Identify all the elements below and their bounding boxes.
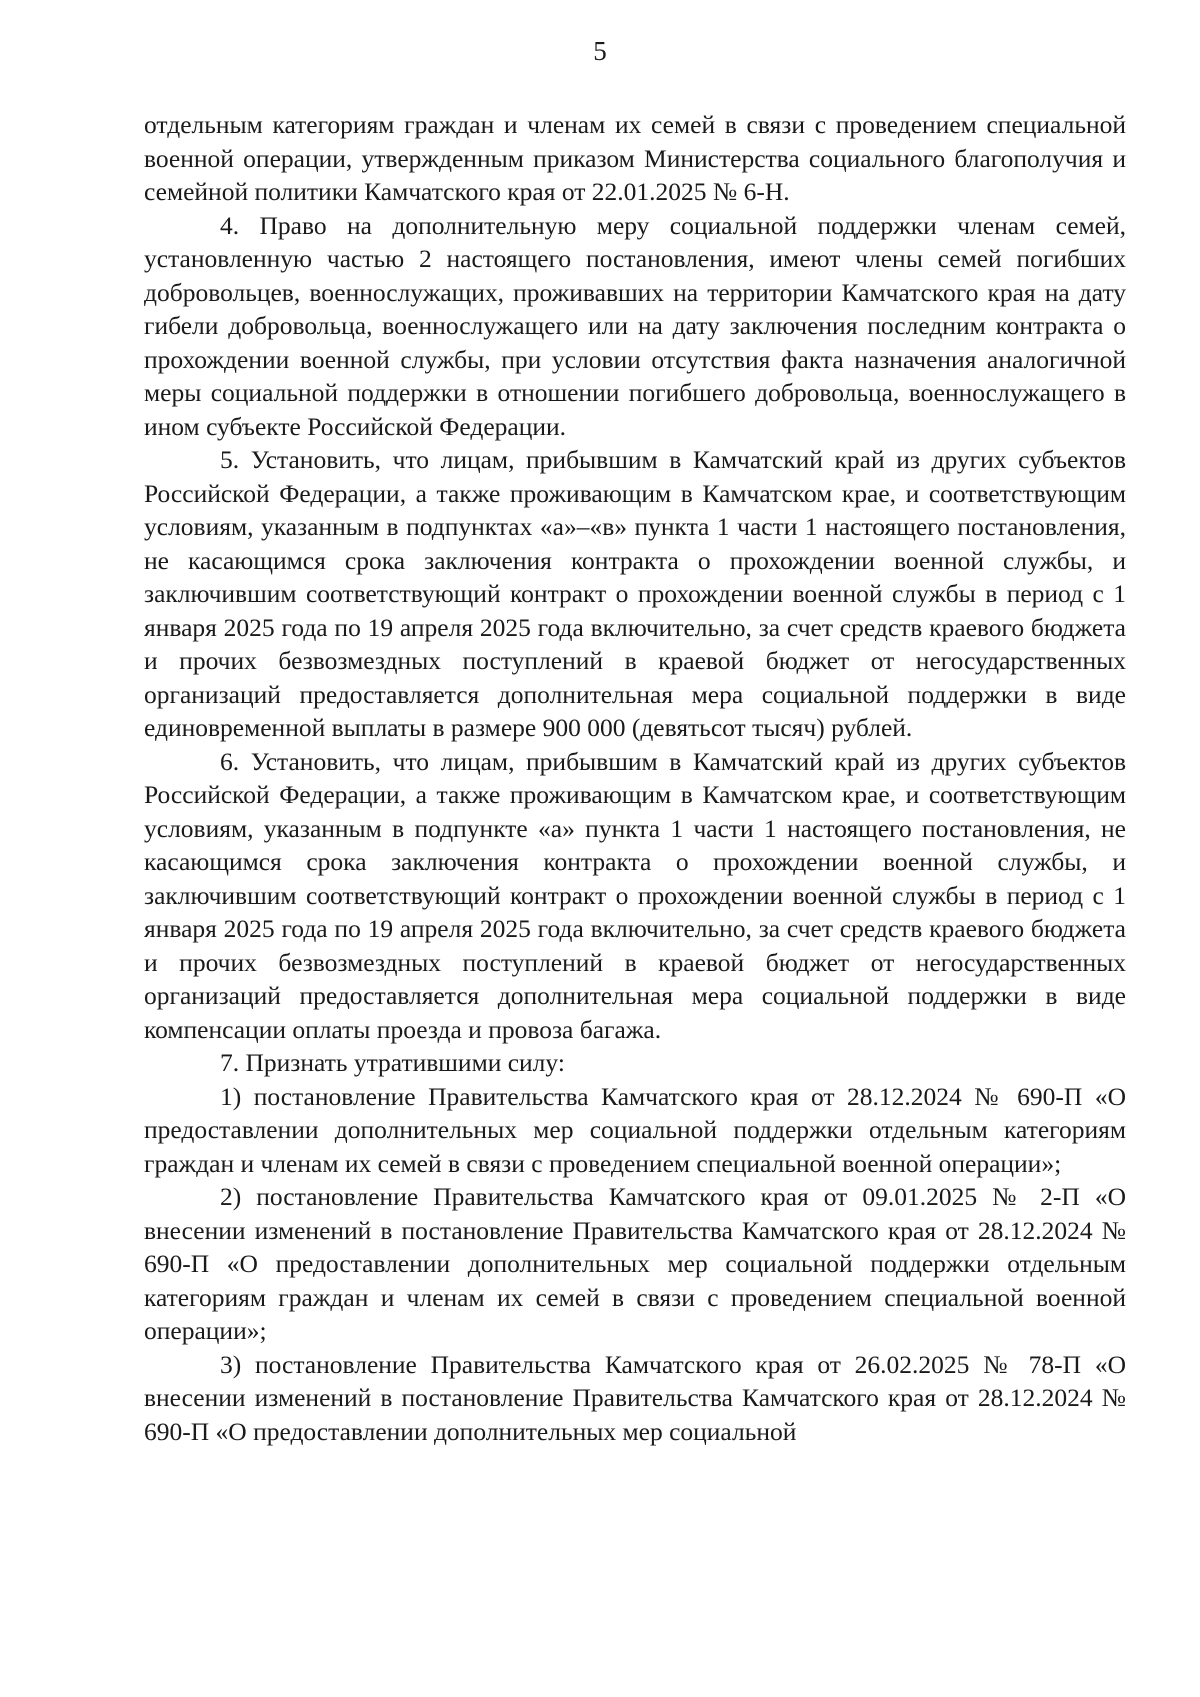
paragraph-continuation: отдельным категориям граждан и членам их семей в связи с проведением специальной военной операции, утвержденным приказом Министерства социального благополучия и семейной политики Камчатского края от 22.01.2025 № 6-Н. [144,110,1126,206]
paragraph-item-4: 4. Право на дополнительную меру социальной поддержки членам семей, установленную частью 2 настоящего постановления, имеют члены семей погибших добровольцев, военнослужащих, проживавших на территории Камчатского края на дату гибели добровольца, военнослужащего или на дату заключения последним контракта о прохождении военной службы, при условии отсутствия факта назначения аналогичной меры социальной поддержки в отношении погибшего добровольца, военнослужащего в ином субъекте Российской Федерации. [144,210,1126,441]
subitem-7-1: 1) постановление Правительства Камчатского края от 28.12.2024 № 690-П «О предоставлении дополнительных мер социальной поддержки отдельным категориям граждан и членам их семей в связи с проведением специальной военной операции»; [144,1081,1126,1178]
subitem-7-2: 2) постановление Правительства Камчатского края от 09.01.2025 № 2-П «О внесении изменений в постановление Правительства Камчатского края от 28.12.2024 № 690-П «О предоставлении дополнительных мер социальной поддержки отдельным категориям граждан и членам их семей в связи с проведением специальной военной операции»; [144,1182,1126,1345]
paragraph-item-5: 5. Установить, что лицам, прибывшим в Камчатский край из других субъектов Российской Федерации, а также проживающим в Камчатском крае, и соответствующим условиям, указанным в подпунктах «а»–«в» пункта 1 части 1 настоящего постановления, не касающимся срока заключения контракта о прохождении военной службы, и заключившим соответствующий контракт о прохождении военной службы в период с 1 января 2025 года по 19 апреля 2025 года включительно, за счет средств краевого бюджета и прочих безвозмездных поступлений в краевой бюджет от негосударственных организаций предоставляется дополнительная мера социальной поддержки в виде единовременной выплаты в размере 900 000 (девятьсот тысяч) рублей. [144,445,1126,742]
paragraph-item-6: 6. Установить, что лицам, прибывшим в Камчатский край из других субъектов Российской Федерации, а также проживающим в Камчатском крае, и соответствующим условиям, указанным в подпункте «а» пункта 1 части 1 настоящего постановления, не касающимся срока заключения контракта о прохождении военной службы, и заключившим соответствующий контракт о прохождении военной службы в период с 1 января 2025 года по 19 апреля 2025 года включительно, за счет средств краевого бюджета и прочих безвозмездных поступлений в краевой бюджет от негосударственных организаций предоставляется дополнительная мера социальной поддержки в виде компенсации оплаты проезда и провоза багажа. [144,746,1126,1044]
subitem-7-3: 3) постановление Правительства Камчатского края от 26.02.2025 № 78-П «О внесении изменений в постановление Правительства Камчатского края от 28.12.2024 № 690-П «О предоставлении дополнительных мер социальной [144,1349,1126,1446]
paragraph-item-7: 7. Признать утратившими силу: [220,1048,565,1077]
document-body [144,108,1126,1448]
page-number: 5 [593,36,607,66]
